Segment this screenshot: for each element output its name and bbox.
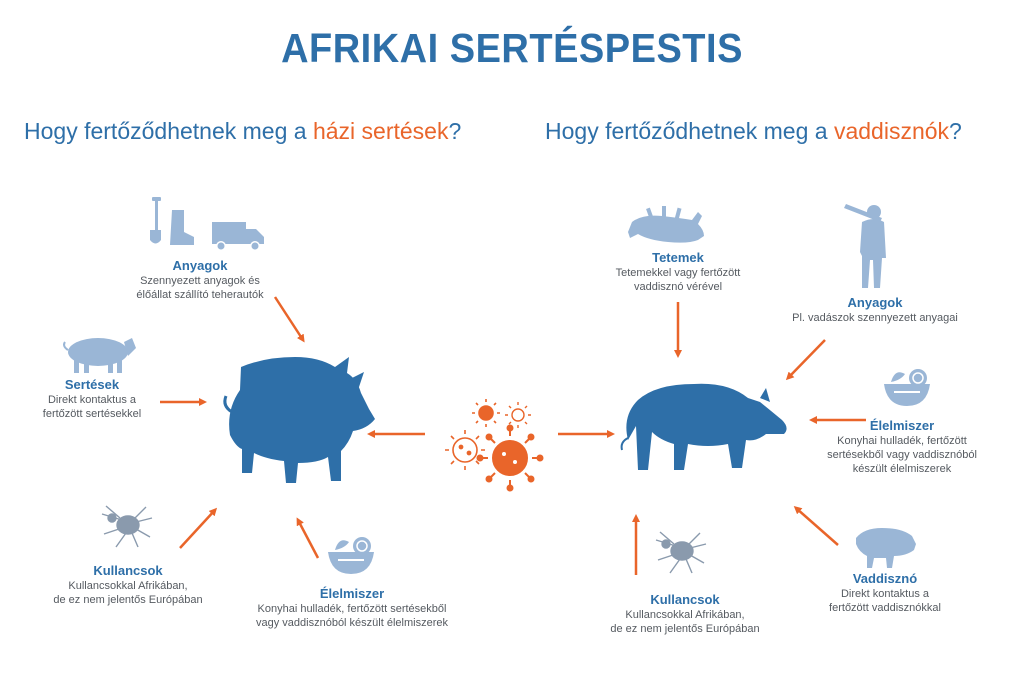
wild-boar-icon — [622, 384, 787, 470]
virus-icon-large — [478, 426, 543, 491]
node-title: Vaddisznó — [852, 571, 918, 586]
hunter-icon — [844, 204, 886, 288]
node-desc: Kullancsokkal Afrikában, — [68, 580, 188, 592]
page-title: AFRIKAI SERTÉSPESTIS — [281, 26, 743, 72]
carcass-icon — [628, 206, 704, 243]
arrow-elelmiszer-to-pig — [298, 520, 318, 558]
node-right-tetemek — [588, 250, 768, 294]
node-title: Anyagok — [847, 295, 903, 310]
node-title: Élelmiszer — [869, 418, 935, 433]
node-desc: de ez nem jelentős Európában — [53, 594, 203, 606]
arrow-kullancsok-to-pig — [180, 510, 215, 548]
shovel-boot-truck-icon — [150, 197, 264, 251]
node-desc: Pl. vadászok szennyezett anyagai — [792, 312, 958, 324]
node-desc: Kullancsokkal Afrikában, — [625, 609, 745, 621]
node-title: Tetemek — [652, 250, 704, 265]
virus-cluster-icon — [445, 399, 543, 491]
arrow-anyagok-to-boar — [788, 340, 825, 378]
arrow-anyagok-to-pig — [275, 297, 303, 340]
node-desc: Szennyezett anyagok és — [140, 275, 260, 287]
food-bowl-icon-right — [884, 369, 930, 406]
node-desc: de ez nem jelentős Európában — [610, 623, 760, 635]
node-right-anyagok — [780, 295, 970, 325]
right-question-highlight: vaddisznók — [833, 118, 950, 144]
food-bowl-icon — [328, 537, 374, 574]
domestic-pig-icon — [225, 357, 375, 483]
node-desc: Konyhai hulladék, fertőzött — [837, 435, 967, 447]
left-question-highlight: házi sertések — [312, 118, 449, 144]
node-desc: Tetemekkel vagy fertőzött — [615, 267, 741, 279]
tick-icon-right — [656, 532, 706, 573]
tick-icon — [102, 506, 152, 547]
node-desc: Konyhai hulladék, fertőzött sertésekből — [257, 603, 447, 615]
virus-icon-outline — [445, 430, 485, 470]
node-left-elelmiszer — [232, 586, 472, 630]
node-desc: fertőzött sertésekkel — [42, 408, 142, 420]
node-right-elelmiszer — [812, 418, 992, 476]
node-desc: sertésekből vagy vaddisznóból — [827, 449, 977, 461]
node-left-sertesek — [28, 377, 156, 421]
node-left-kullancsok — [38, 563, 218, 607]
virus-icon-small — [472, 399, 500, 427]
virus-icon-small-outline — [505, 402, 531, 428]
boar-icon — [856, 528, 916, 568]
left-question-prefix: Hogy fertőződhetnek meg a — [24, 118, 313, 144]
node-title: Élelmiszer — [319, 586, 385, 601]
node-title: Kullancsok — [93, 563, 163, 578]
right-question-suffix: ? — [949, 118, 962, 144]
pig-icon — [64, 338, 136, 373]
node-desc: Direkt kontaktus a — [840, 588, 930, 600]
node-desc: fertőzött vaddisznókkal — [829, 602, 941, 614]
node-desc: vaddisznó vérével — [633, 281, 723, 293]
node-desc: élőállat szállító teherautók — [136, 289, 264, 301]
node-title: Anyagok — [172, 258, 228, 273]
arrow-vaddiszno-to-boar — [796, 508, 838, 545]
node-title: Sertések — [64, 377, 120, 392]
right-question-prefix: Hogy fertőződhetnek meg a — [545, 118, 834, 144]
left-question-suffix: ? — [448, 118, 462, 144]
node-left-anyagok — [120, 258, 280, 302]
node-desc: készült élelmiszerek — [852, 463, 952, 475]
node-title: Kullancsok — [650, 592, 720, 607]
node-right-vaddiszno — [800, 571, 970, 615]
node-desc: Direkt kontaktus a — [47, 394, 137, 406]
node-right-kullancsok — [590, 592, 780, 636]
node-desc: vagy vaddisznóból készült élelmiszerek — [256, 617, 448, 629]
